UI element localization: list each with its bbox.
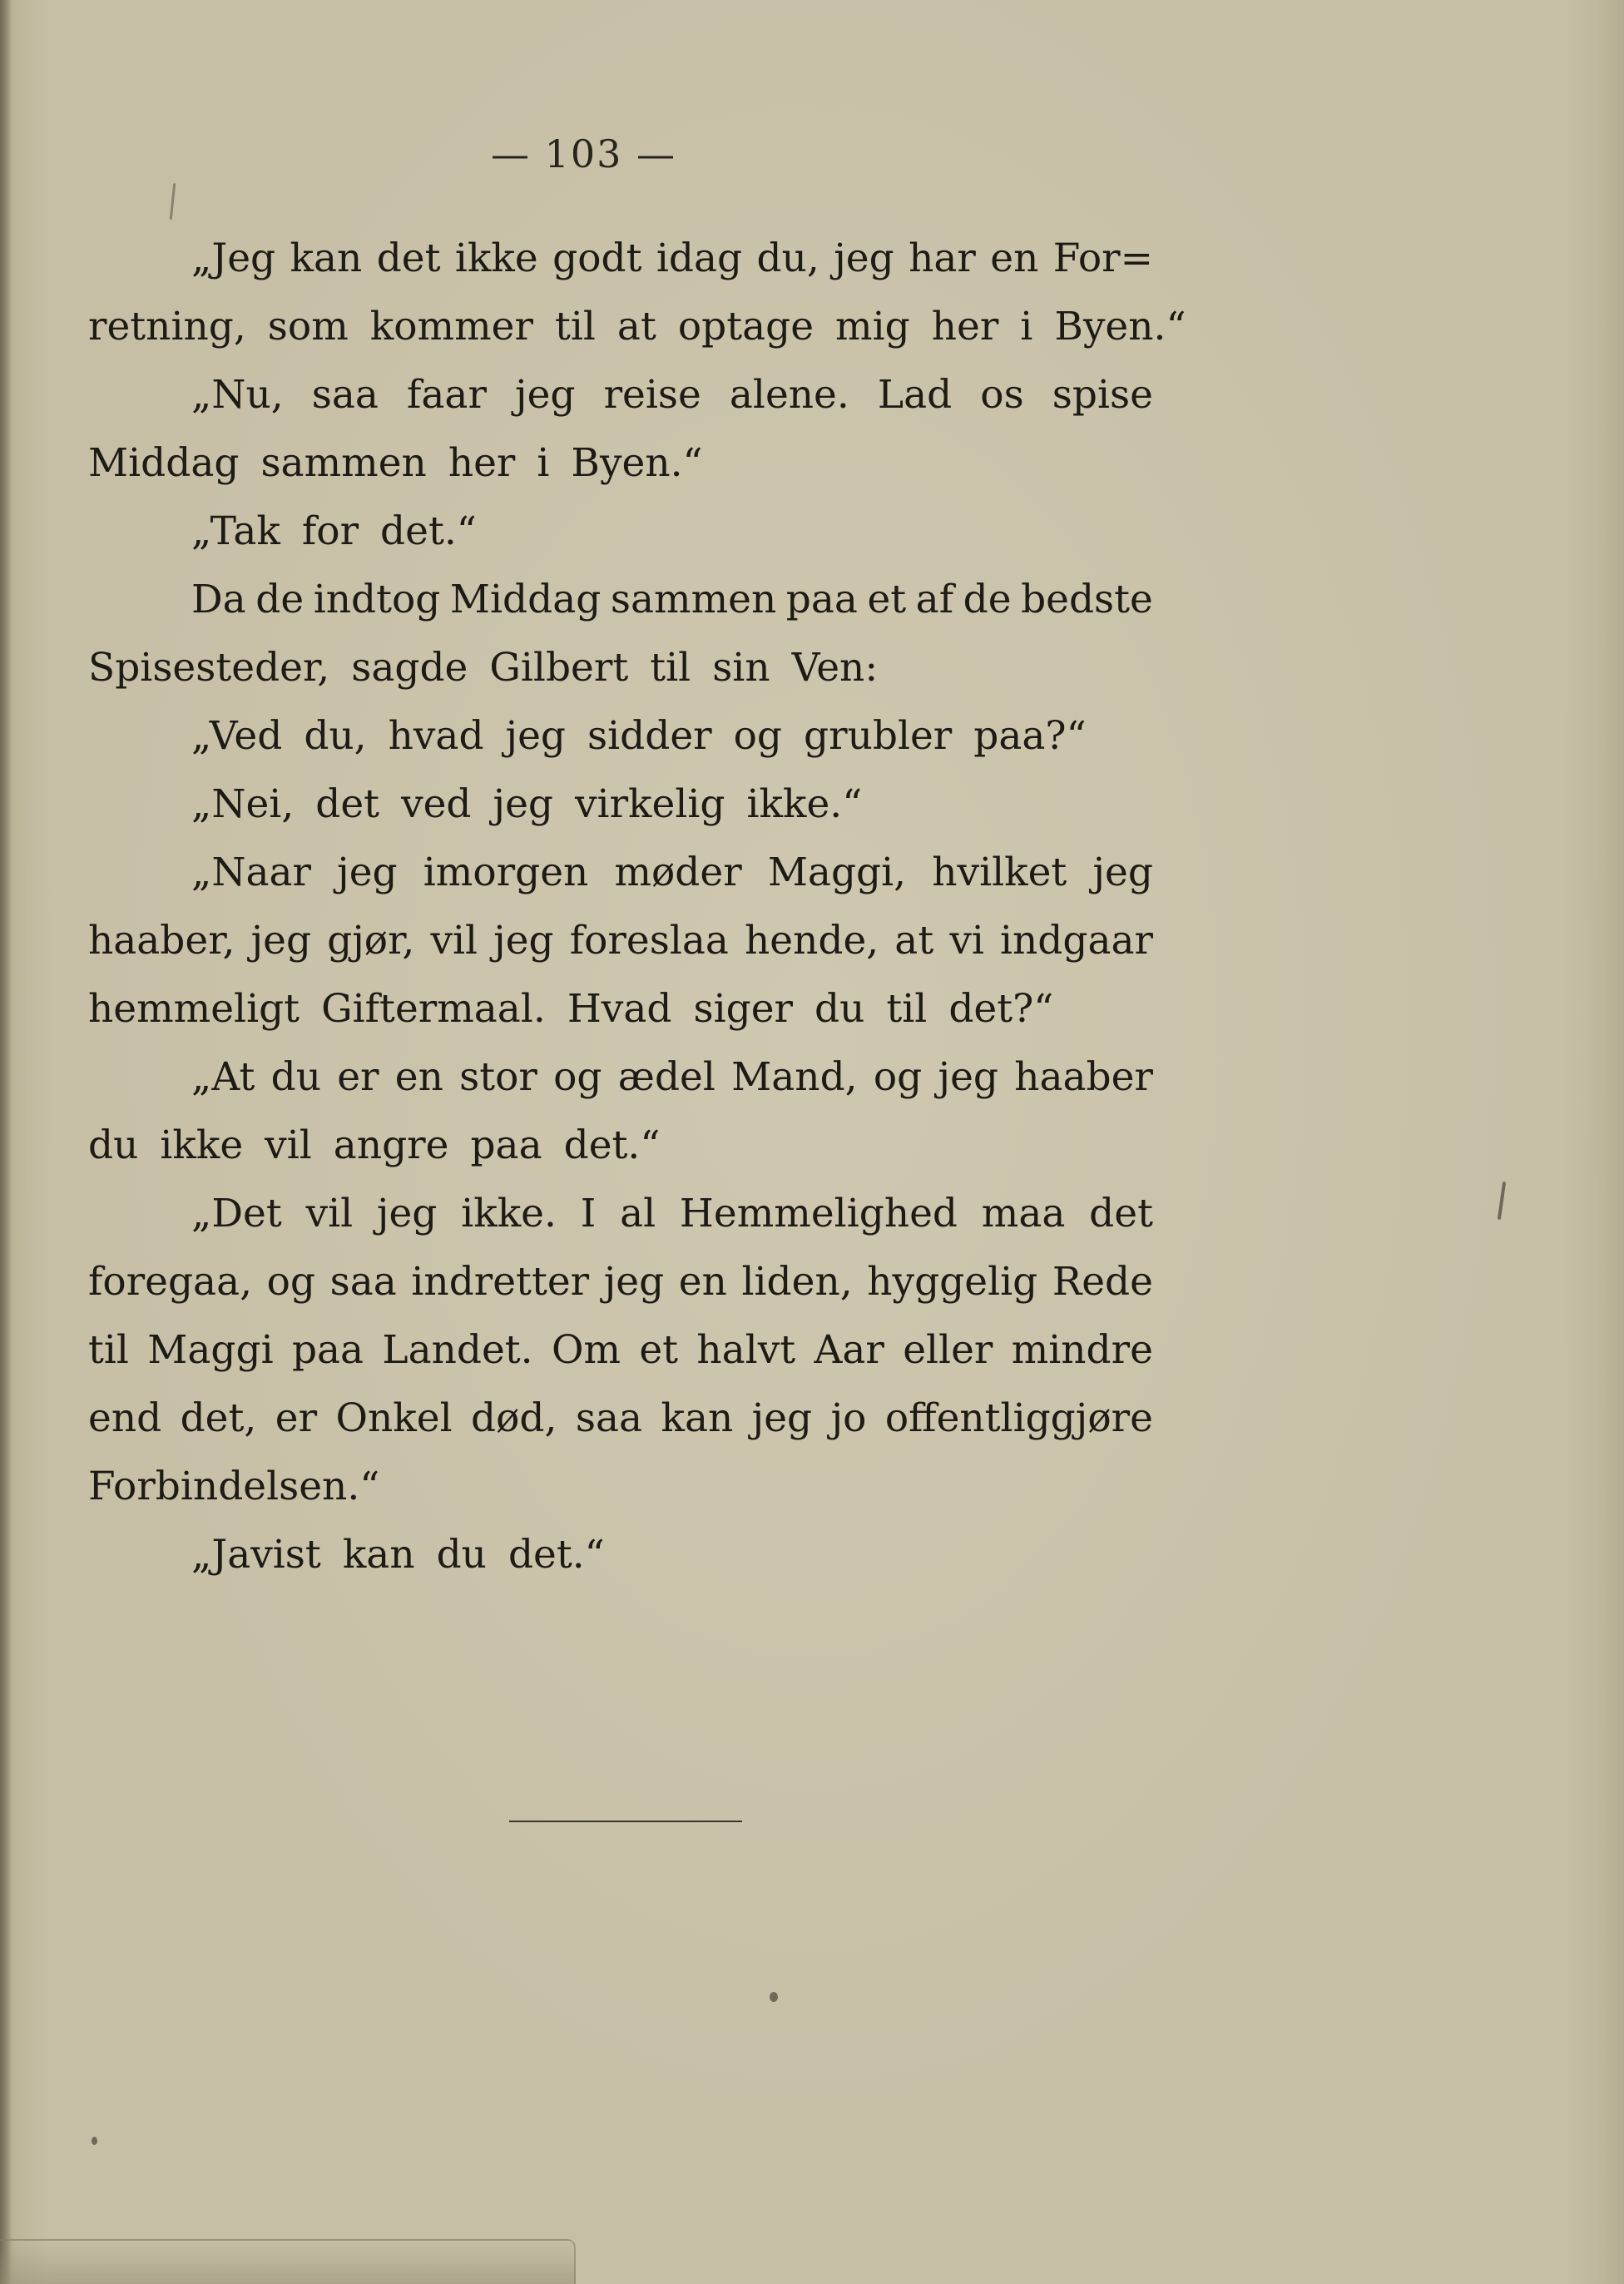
word: hemmeligt bbox=[88, 986, 300, 1032]
word: idag bbox=[656, 235, 743, 281]
word: sagde bbox=[351, 645, 468, 691]
word: en bbox=[678, 1259, 727, 1305]
ink-speck bbox=[1498, 1182, 1506, 1220]
word: en bbox=[394, 1054, 443, 1100]
word: Landet. bbox=[382, 1327, 533, 1373]
word: paa?“ bbox=[973, 713, 1087, 759]
word: til bbox=[554, 304, 596, 349]
word: sammen bbox=[610, 577, 777, 622]
text-line bbox=[88, 293, 1186, 361]
word: reise bbox=[603, 372, 701, 418]
word: saa bbox=[575, 1395, 643, 1441]
word: ædel bbox=[617, 1054, 715, 1100]
text-line bbox=[88, 1316, 1153, 1385]
ink-speck bbox=[770, 1992, 778, 2002]
word: du bbox=[88, 1122, 139, 1168]
word: Lad bbox=[877, 372, 953, 418]
word: stor bbox=[459, 1054, 537, 1100]
word: angre bbox=[333, 1122, 449, 1168]
word: jeg bbox=[505, 713, 567, 759]
word: saa bbox=[311, 372, 379, 418]
word: hvilket bbox=[932, 850, 1067, 895]
word: „Nei, bbox=[191, 781, 295, 827]
word: her bbox=[448, 440, 516, 486]
word: Ven: bbox=[791, 645, 879, 691]
word: til bbox=[886, 986, 928, 1032]
word: vi bbox=[949, 918, 984, 964]
word: og bbox=[873, 1054, 923, 1100]
word: vil bbox=[305, 1191, 354, 1236]
word: Da bbox=[191, 577, 246, 622]
word: siger bbox=[693, 986, 793, 1032]
word: i bbox=[1020, 304, 1033, 349]
word: det bbox=[376, 235, 441, 281]
word: at bbox=[894, 918, 934, 964]
word: et bbox=[867, 577, 907, 622]
body-text bbox=[88, 225, 1186, 1589]
word: retning, bbox=[88, 304, 246, 349]
text-line bbox=[88, 225, 1153, 293]
word: os bbox=[980, 372, 1024, 418]
word: hende, bbox=[745, 918, 879, 964]
text-line bbox=[88, 1180, 1153, 1248]
ink-speck bbox=[92, 2137, 97, 2145]
word: det.“ bbox=[563, 1122, 661, 1168]
word: faar bbox=[407, 372, 487, 418]
word: du bbox=[436, 1532, 487, 1578]
text-line bbox=[88, 566, 1153, 634]
word: jeg bbox=[493, 918, 554, 964]
word: jeg bbox=[337, 850, 398, 895]
word: foreslaa bbox=[569, 918, 729, 964]
word: „Det bbox=[191, 1191, 282, 1236]
word: ikke bbox=[160, 1122, 244, 1168]
word: Giftermaal. bbox=[321, 986, 546, 1032]
page-binding-edge bbox=[0, 0, 12, 2284]
word: „Jeg bbox=[191, 235, 276, 281]
word: Rede bbox=[1052, 1259, 1153, 1305]
word: Middag bbox=[449, 577, 602, 622]
word: end bbox=[88, 1395, 162, 1441]
word: kan bbox=[290, 235, 363, 281]
text-line bbox=[88, 1043, 1153, 1112]
word: halvt bbox=[696, 1327, 796, 1373]
word: det?“ bbox=[948, 986, 1054, 1032]
word: bedste bbox=[1021, 577, 1153, 622]
word: jeg bbox=[250, 918, 312, 964]
word: „Tak bbox=[191, 508, 280, 554]
word: „Javist bbox=[191, 1532, 321, 1578]
word: gjør, bbox=[327, 918, 415, 964]
word: det.“ bbox=[508, 1532, 605, 1578]
word: indgaar bbox=[1000, 918, 1153, 964]
word: hyggelig bbox=[867, 1259, 1038, 1305]
text-line bbox=[88, 1521, 1153, 1589]
text-line bbox=[88, 1385, 1153, 1453]
word: sidder bbox=[587, 713, 712, 759]
word: jeg bbox=[834, 235, 894, 281]
word: haaber bbox=[1014, 1054, 1153, 1100]
word: „Nu, bbox=[191, 372, 284, 418]
word: imorgen bbox=[423, 850, 589, 895]
word: en bbox=[990, 235, 1039, 281]
word: jo bbox=[830, 1395, 867, 1441]
word: i bbox=[537, 440, 550, 486]
word: møder bbox=[614, 850, 742, 895]
text-line bbox=[88, 839, 1153, 907]
word: sammen bbox=[260, 440, 427, 486]
ink-speck bbox=[170, 183, 176, 220]
word: haaber, bbox=[88, 918, 235, 964]
word: Middag bbox=[88, 440, 240, 486]
word: godt bbox=[552, 235, 642, 281]
section-end-rule bbox=[509, 1821, 742, 1822]
word: Om bbox=[551, 1327, 621, 1373]
text-line bbox=[88, 1112, 1153, 1180]
word: de bbox=[255, 577, 304, 622]
word: Hvad bbox=[567, 986, 672, 1032]
word: jeg bbox=[1092, 850, 1153, 895]
word: de bbox=[963, 577, 1012, 622]
word: indretter bbox=[411, 1259, 590, 1305]
word: vil bbox=[430, 918, 478, 964]
word: paa bbox=[291, 1327, 364, 1373]
word: alene. bbox=[729, 372, 849, 418]
word: det, bbox=[180, 1395, 257, 1441]
word: er bbox=[337, 1054, 379, 1100]
page-number: — 103 — bbox=[491, 131, 677, 176]
word: „Ved bbox=[191, 713, 283, 759]
word: ikke bbox=[454, 235, 538, 281]
word: paa bbox=[785, 577, 858, 622]
word: død, bbox=[471, 1395, 557, 1441]
word: Hemmelighed bbox=[679, 1191, 958, 1236]
word: du bbox=[270, 1054, 321, 1100]
word: Byen.“ bbox=[1054, 304, 1186, 349]
word: saa bbox=[329, 1259, 397, 1305]
word: vil bbox=[265, 1122, 312, 1168]
word: Aar bbox=[814, 1327, 884, 1373]
word: kommer bbox=[369, 304, 533, 349]
word: jeg bbox=[751, 1395, 813, 1441]
word: ikke.“ bbox=[746, 781, 863, 827]
word: det bbox=[1089, 1191, 1153, 1236]
text-line bbox=[88, 907, 1153, 975]
word: her bbox=[931, 304, 999, 349]
word: Mand, bbox=[731, 1054, 858, 1100]
word: kan bbox=[661, 1395, 734, 1441]
text-line bbox=[88, 361, 1153, 429]
text-line bbox=[88, 770, 1153, 839]
text-line bbox=[88, 1248, 1153, 1316]
word: Byen.“ bbox=[571, 440, 703, 486]
word: liden, bbox=[741, 1259, 853, 1305]
word: hvad bbox=[388, 713, 484, 759]
word: jeg bbox=[515, 372, 576, 418]
page-fold-shadow bbox=[0, 2239, 576, 2284]
word: Gilbert bbox=[489, 645, 629, 691]
word: Forbindelsen.“ bbox=[88, 1464, 380, 1509]
word: foregaa, bbox=[88, 1259, 253, 1305]
word: jeg bbox=[493, 781, 553, 827]
word: kan bbox=[342, 1532, 415, 1578]
word: til bbox=[650, 645, 691, 691]
word: mig bbox=[835, 304, 910, 349]
word: indtog bbox=[313, 577, 441, 622]
text-line bbox=[88, 975, 1153, 1043]
word: „Naar bbox=[191, 850, 311, 895]
text-line bbox=[88, 634, 1153, 702]
text-line bbox=[88, 429, 1153, 498]
word: Spisesteder, bbox=[88, 645, 330, 691]
word: optage bbox=[677, 304, 814, 349]
word: jeg bbox=[603, 1259, 665, 1305]
word: maa bbox=[981, 1191, 1066, 1236]
word: et bbox=[639, 1327, 679, 1373]
word: og bbox=[553, 1054, 602, 1100]
word: til bbox=[88, 1327, 129, 1373]
word: er bbox=[275, 1395, 318, 1441]
word: mindre bbox=[1011, 1327, 1153, 1373]
word: eller bbox=[903, 1327, 993, 1373]
word: af bbox=[915, 577, 954, 622]
text-line bbox=[88, 1453, 1153, 1521]
word: og bbox=[266, 1259, 316, 1305]
word: det bbox=[315, 781, 380, 827]
word: Maggi bbox=[147, 1327, 274, 1373]
word: for bbox=[301, 508, 359, 554]
text-line bbox=[88, 498, 1153, 566]
word: det.“ bbox=[380, 508, 477, 554]
word: har bbox=[909, 235, 976, 281]
word: For= bbox=[1052, 235, 1153, 281]
word: som bbox=[267, 304, 349, 349]
word: jeg bbox=[938, 1054, 998, 1100]
word: paa bbox=[470, 1122, 542, 1168]
word: al bbox=[620, 1191, 656, 1236]
word: grubler bbox=[804, 713, 953, 759]
word: spise bbox=[1052, 372, 1153, 418]
word: Onkel bbox=[335, 1395, 453, 1441]
word: offentliggjøre bbox=[884, 1395, 1153, 1441]
word: Maggi, bbox=[767, 850, 907, 895]
word: sin bbox=[712, 645, 770, 691]
word: jeg bbox=[376, 1191, 438, 1236]
text-line bbox=[88, 702, 1153, 770]
word: „At bbox=[191, 1054, 255, 1100]
word: du, bbox=[756, 235, 819, 281]
word: og bbox=[733, 713, 783, 759]
word: at bbox=[616, 304, 656, 349]
word: I bbox=[580, 1191, 597, 1236]
word: ikke. bbox=[461, 1191, 557, 1236]
word: ved bbox=[401, 781, 472, 827]
word: virkelig bbox=[575, 781, 725, 827]
word: du, bbox=[304, 713, 367, 759]
word: du bbox=[814, 986, 865, 1032]
